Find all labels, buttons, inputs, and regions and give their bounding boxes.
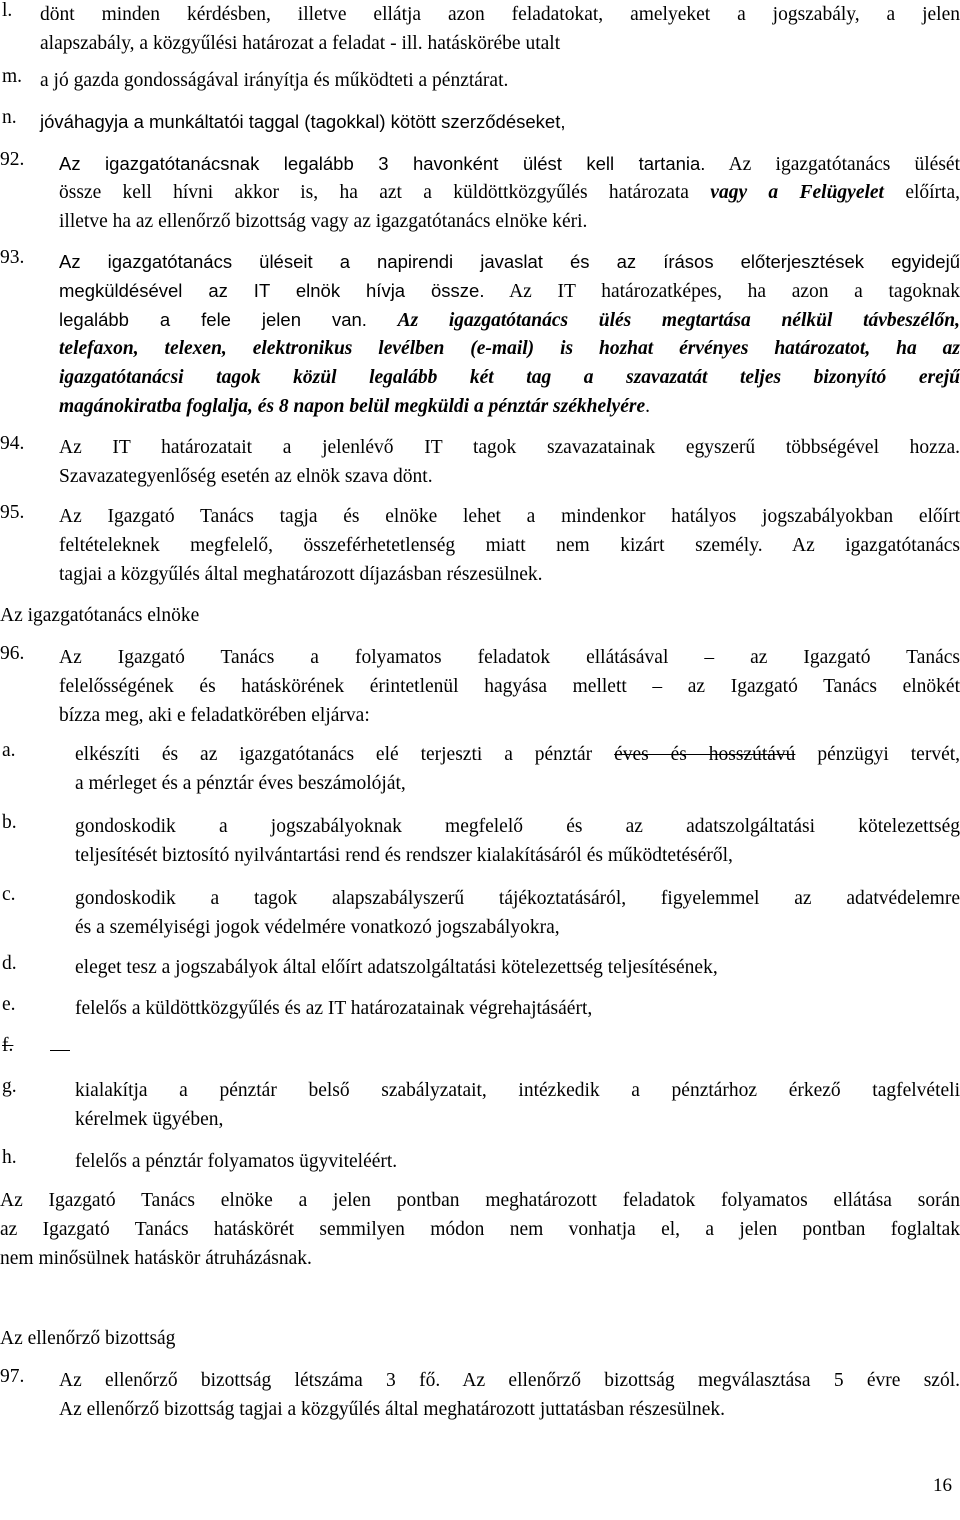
text-line: magánokiratba foglalja, és 8 napon belül megküldi a pénztár székhelyére. [59, 396, 650, 417]
item-label: e. [2, 994, 16, 1015]
item-label: g. [2, 1076, 17, 1097]
text-line: a jó gazda gondosságával irányítja és működteti a pénztárat. [40, 70, 509, 91]
text-line: össze kell hívni akkor is, ha azt a küldöttközgyűlés határozata vagy a Felügyelet előírta, [59, 182, 960, 203]
text-line: bízza meg, aki e feladatkörében eljárva: [59, 705, 370, 726]
strikethrough-line [38, 1035, 70, 1064]
text-line: elkészíti és az igazgatótanács elé terjeszti a pénztár éves és hosszútávú pénzügyi tervét, [75, 744, 960, 765]
paragraph-number: 97. [0, 1366, 25, 1387]
text-line: Az ellenőrző bizottság tagjai a közgyűlés által meghatározott juttatásban részesülnek. [59, 1399, 725, 1420]
text-line: felelős a pénztár folyamatos ügyviteléért. [75, 1151, 398, 1172]
text-line: dönt minden kérdésben, illetve ellátja azon feladatokat, amelyeket a jogszabály, a jelen [40, 4, 960, 25]
text-line: kérelmek ügyében, [75, 1109, 224, 1130]
item-label: f. [2, 1035, 14, 1056]
item-label: l. [2, 0, 13, 21]
paragraph-number: 95. [0, 502, 25, 523]
text-line: gondoskodik a jogszabályoknak megfelelő és az adatszolgáltatási kötelezettség [75, 816, 960, 837]
item-label: a. [2, 740, 16, 761]
text-line: kialakítja a pénztár belső szabályzatait, intézkedik a pénztárhoz érkező tagfelvételi [75, 1080, 960, 1101]
section-heading: Az igazgatótanács elnöke [0, 605, 200, 626]
text-line: Az Igazgató Tanács elnöke a jelen pontban meghatározott feladatok folyamatos ellátása során [0, 1190, 960, 1211]
item-label: c. [2, 884, 16, 905]
item-label: d. [2, 953, 17, 974]
item-label: n. [2, 107, 17, 128]
text-line: tagjai a közgyűlés által meghatározott díjazásban részesülnek. [59, 564, 543, 585]
text-line: feltételeknek megfelelő, összeférhetetlenség miatt nem kizárt személy. Az igazgatótanács [59, 535, 960, 556]
text-line: Szavazategyenlőség esetén az elnök szava dönt. [59, 466, 433, 487]
text-line: teljesítését biztosító nyilvántartási rend és rendszer kialakításáról és működtetéséről, [75, 845, 733, 866]
text-line: és a személyiségi jogok védelmére vonatkozó jogszabályokra, [75, 917, 560, 938]
text-line: a mérleget és a pénztár éves beszámolóját, [75, 773, 406, 794]
page-number: 16 [933, 1475, 952, 1496]
text-line: felelősségének és hatáskörének érintetlenül hagyása mellett – az Igazgató Tanács elnökét [59, 676, 960, 697]
text-line: Az igazgatótanács üléseit a napirendi javaslat és az írásos előterjesztések egyidejű [59, 251, 960, 272]
item-label: m. [2, 66, 23, 87]
text-line: az Igazgató Tanács hatáskörét semmilyen módon nem vonhatja el, a jelen pontban foglaltak [0, 1219, 960, 1240]
text-line: legalább a fele jelen van. Az igazgatótanács ülés megtartása nélkül távbeszélőn, [59, 309, 960, 331]
text-line: nem minősülnek hatáskör átruházásnak. [0, 1248, 312, 1269]
text-line: telefaxon, telexen, elektronikus levélben (e-mail) is hozhat érvényes határozatot, ha az [59, 338, 960, 359]
text-line: Az Igazgató Tanács a folyamatos feladatok ellátásával – az Igazgató Tanács [59, 647, 960, 668]
text-line: felelős a küldöttközgyűlés és az IT határozatainak végrehajtásáért, [75, 998, 593, 1019]
paragraph-number: 96. [0, 643, 25, 664]
text-line: Az igazgatótanácsnak legalább 3 havonként ülést kell tartania. Az igazgatótanács ülését [59, 153, 960, 175]
text-line: gondoskodik a tagok alapszabályszerű tájékoztatásáról, figyelemmel az adatvédelemre [75, 888, 960, 909]
paragraph-number: 93. [0, 247, 25, 268]
item-label: h. [2, 1147, 17, 1168]
text-line: jóváhagyja a munkáltatói taggal (tagokkal) kötött szerződéseket, [40, 111, 566, 132]
paragraph-number: 92. [0, 149, 25, 170]
item-label: b. [2, 812, 17, 833]
paragraph-number: 94. [0, 433, 25, 454]
text-line: Az IT határozatait a jelenlévő IT tagok szavazatainak egyszerű többségével hozza. [59, 437, 960, 458]
text-line: illetve ha az ellenőrző bizottság vagy az igazgatótanács elnöke kéri. [59, 211, 588, 232]
text-line: eleget tesz a jogszabályok által előírt adatszolgáltatási kötelezettség teljesítésének, [75, 957, 718, 978]
struck-text: éves és hosszútávú [614, 744, 796, 765]
text-line: igazgatótanácsi tagok közül legalább két tag a szavazatát teljes bizonyító erejű [59, 367, 960, 388]
text-line: megküldésével az IT elnök hívja össze. Az IT határozatképes, ha azon a tagoknak [59, 280, 960, 302]
text-line: Az ellenőrző bizottság létszáma 3 fő. Az ellenőrző bizottság megválasztása 5 évre szól. [59, 1370, 960, 1391]
text-line: Az Igazgató Tanács tagja és elnöke lehet a mindenkor hatályos jogszabályokban előírt [59, 506, 960, 527]
text-line: alapszabály, a közgyűlési határozat a feladat - ill. hatáskörébe utalt [40, 33, 561, 54]
section-heading: Az ellenőrző bizottság [0, 1328, 176, 1349]
